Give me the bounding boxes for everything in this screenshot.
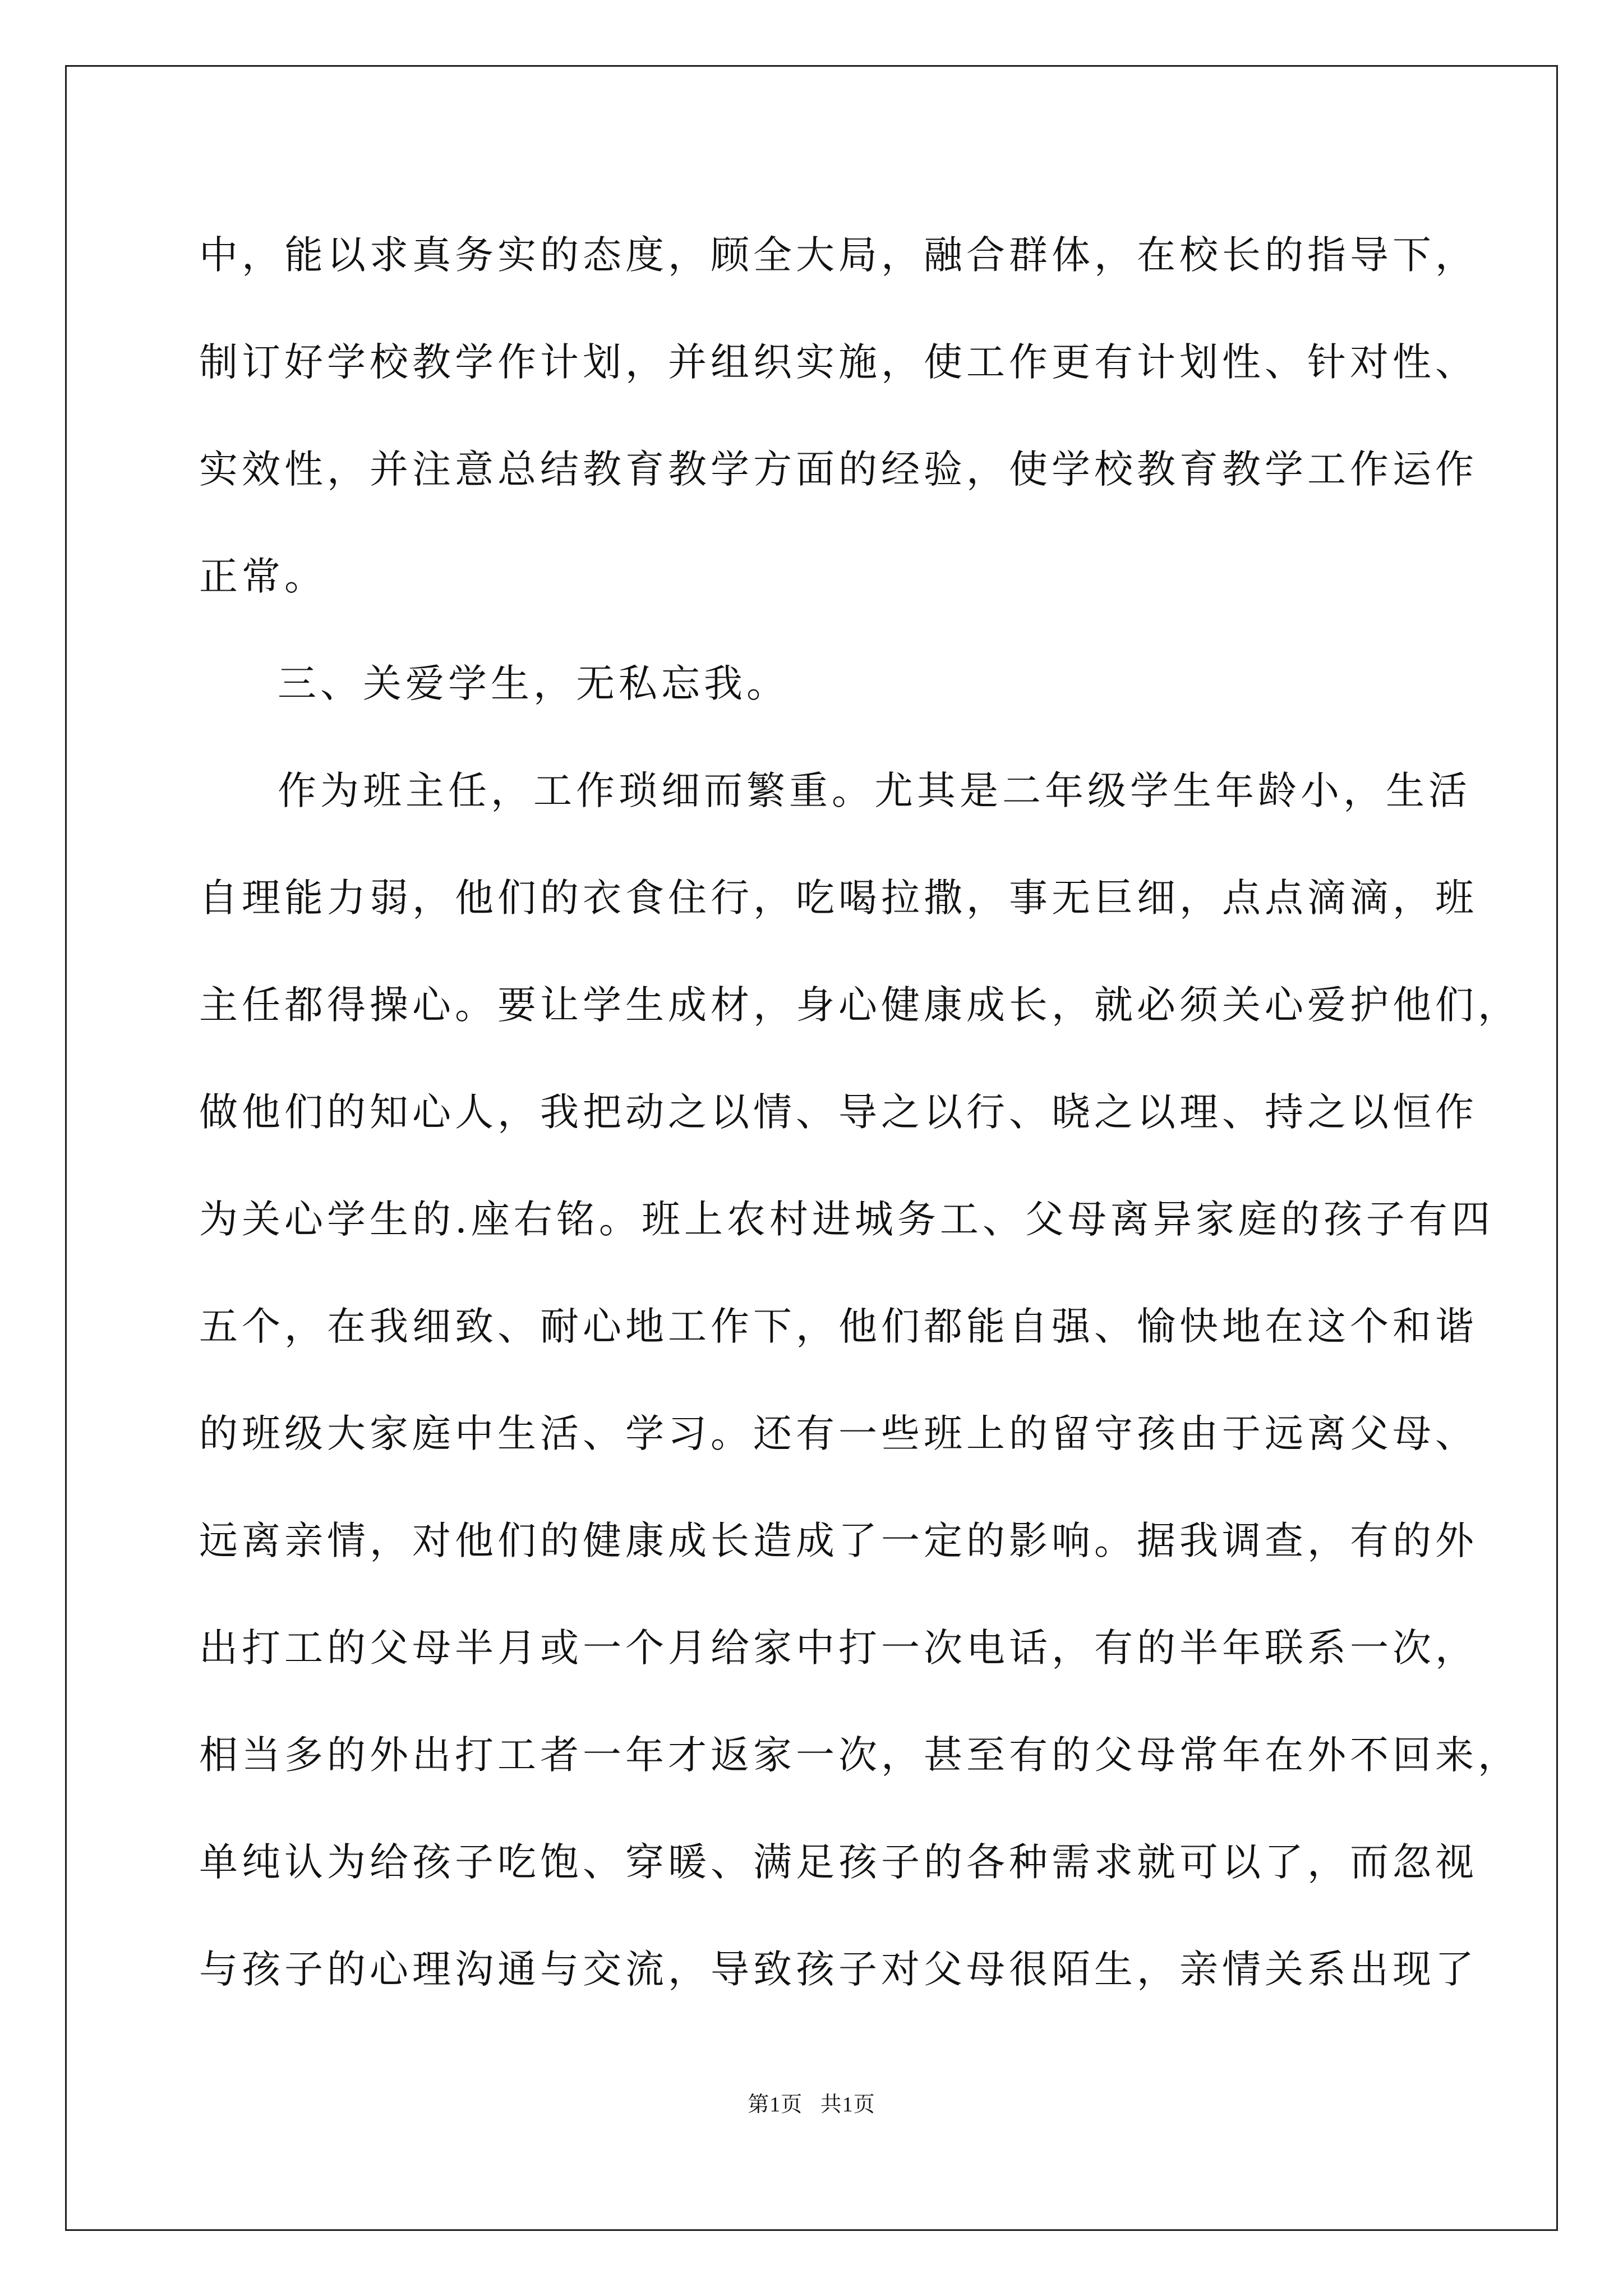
text-line: 为关心学生的.座右铭。班上农村进城务工、父母离异家庭的孩子有四 <box>199 1197 1494 1242</box>
text-line: 与孩子的心理沟通与交流，导致孩子对父母很陌生，亲情关系出现了 <box>199 1947 1478 1992</box>
text-line: 正常。 <box>199 554 327 599</box>
text-line: 自理能力弱，他们的衣食住行，吃喝拉撒，事无巨细，点点滴滴，班 <box>199 876 1478 921</box>
text-line: 单纯认为给孩子吃饱、穿暖、满足孩子的各种需求就可以了，而忽视 <box>199 1840 1478 1885</box>
document-body <box>199 202 1520 2023</box>
section-heading: 三、关爱学生，无私忘我。 <box>278 661 789 706</box>
page-footer: 第1页 共1页 <box>748 2093 875 2116</box>
text-line: 实效性，并注意总结教育教学方面的经验，使学校教育教学工作运作 <box>199 447 1478 492</box>
text-line: 做他们的知心人，我把动之以情、导之以行、晓之以理、持之以恒作 <box>199 1090 1478 1135</box>
text-line: 出打工的父母半月或一个月给家中打一次电话，有的半年联系一次， <box>199 1626 1478 1671</box>
text-line: 相当多的外出打工者一年才返家一次，甚至有的父母常年在外不回来， <box>199 1733 1520 1778</box>
text-line: 五个，在我细致、耐心地工作下，他们都能自强、愉快地在这个和谐 <box>199 1304 1478 1349</box>
text-line: 主任都得操心。要让学生成材，身心健康成长，就必须关心爱护他们， <box>199 983 1520 1028</box>
text-line: 制订好学校教学作计划，并组织实施，使工作更有计划性、针对性、 <box>199 340 1478 385</box>
text-line: 作为班主任，工作琐细而繁重。尤其是二年级学生年龄小，生活 <box>278 769 1471 813</box>
text-line: 中，能以求真务实的态度，顾全大局，融合群体，在校长的指导下， <box>199 233 1478 278</box>
text-line: 远离亲情，对他们的健康成长造成了一定的影响。据我调查，有的外 <box>199 1519 1478 1563</box>
text-line: 的班级大家庭中生活、学习。还有一些班上的留守孩由于远离父母、 <box>199 1411 1478 1456</box>
